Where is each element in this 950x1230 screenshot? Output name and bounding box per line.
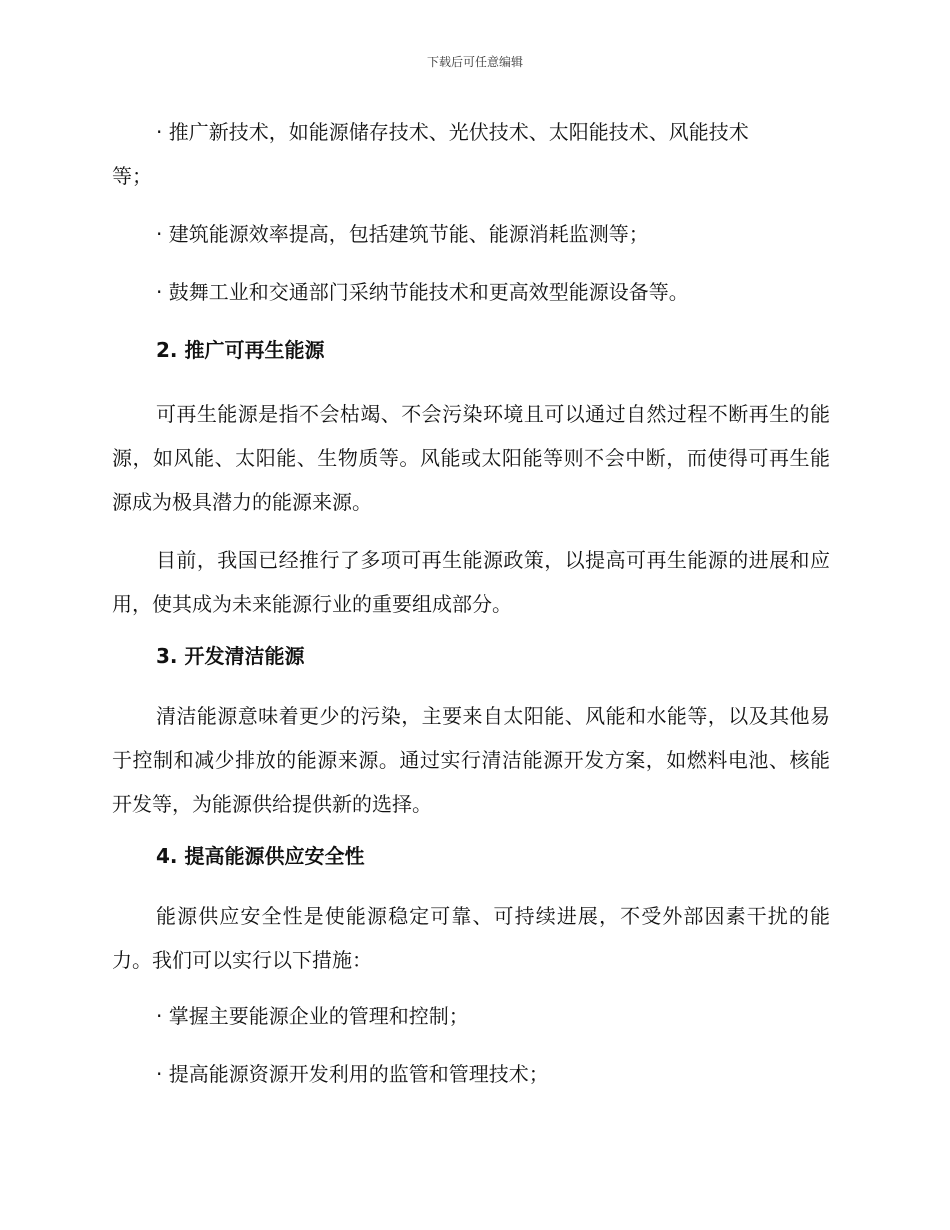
section-heading: 2. 推广可再生能源: [156, 338, 325, 362]
bullet-item: · 推广新技术，如能源储存技术、光伏技术、太阳能技术、风能技术: [156, 120, 749, 144]
paragraph: 可再生能源是指不会枯竭、不会污染环境且可以通过自然过程不断再生的能源，如风能、太阳能、生物质等。风能或太阳能等则不会中断，而使得可再生能源成为极具潜力的能源来源。: [112, 402, 830, 514]
bullet-item: · 提高能源资源开发利用的监管和管理技术；: [156, 1062, 549, 1086]
bullet-item: · 建筑能源效率提高，包括建筑节能、能源消耗监测等；: [156, 222, 649, 246]
bullet-item: · 掌握主要能源企业的管理和控制；: [156, 1004, 469, 1028]
page-header: 下载后可任意编辑: [426, 55, 523, 69]
paragraph: 能源供应安全性是使能源稳定可靠、可持续进展，不受外部因素干扰的能力。我们可以实行以下措施：: [112, 904, 830, 972]
bullet-continuation: 等；: [112, 164, 152, 188]
paragraph: 清洁能源意味着更少的污染，主要来自太阳能、风能和水能等，以及其他易于控制和减少排放的能源来源。通过实行清洁能源开发方案，如燃料电池、核能开发等，为能源供给提供新的选择。: [112, 704, 830, 816]
paragraph: 目前，我国已经推行了多项可再生能源政策，以提高可再生能源的进展和应用，使其成为未来能源行业的重要组成部分。: [112, 548, 830, 616]
section-heading: 4. 提高能源供应安全性: [156, 844, 365, 868]
bullet-item: · 鼓舞工业和交通部门采纳节能技术和更高效型能源设备等。: [156, 280, 689, 304]
section-heading: 3. 开发清洁能源: [156, 644, 305, 668]
document-body: [112, 112, 830, 1090]
